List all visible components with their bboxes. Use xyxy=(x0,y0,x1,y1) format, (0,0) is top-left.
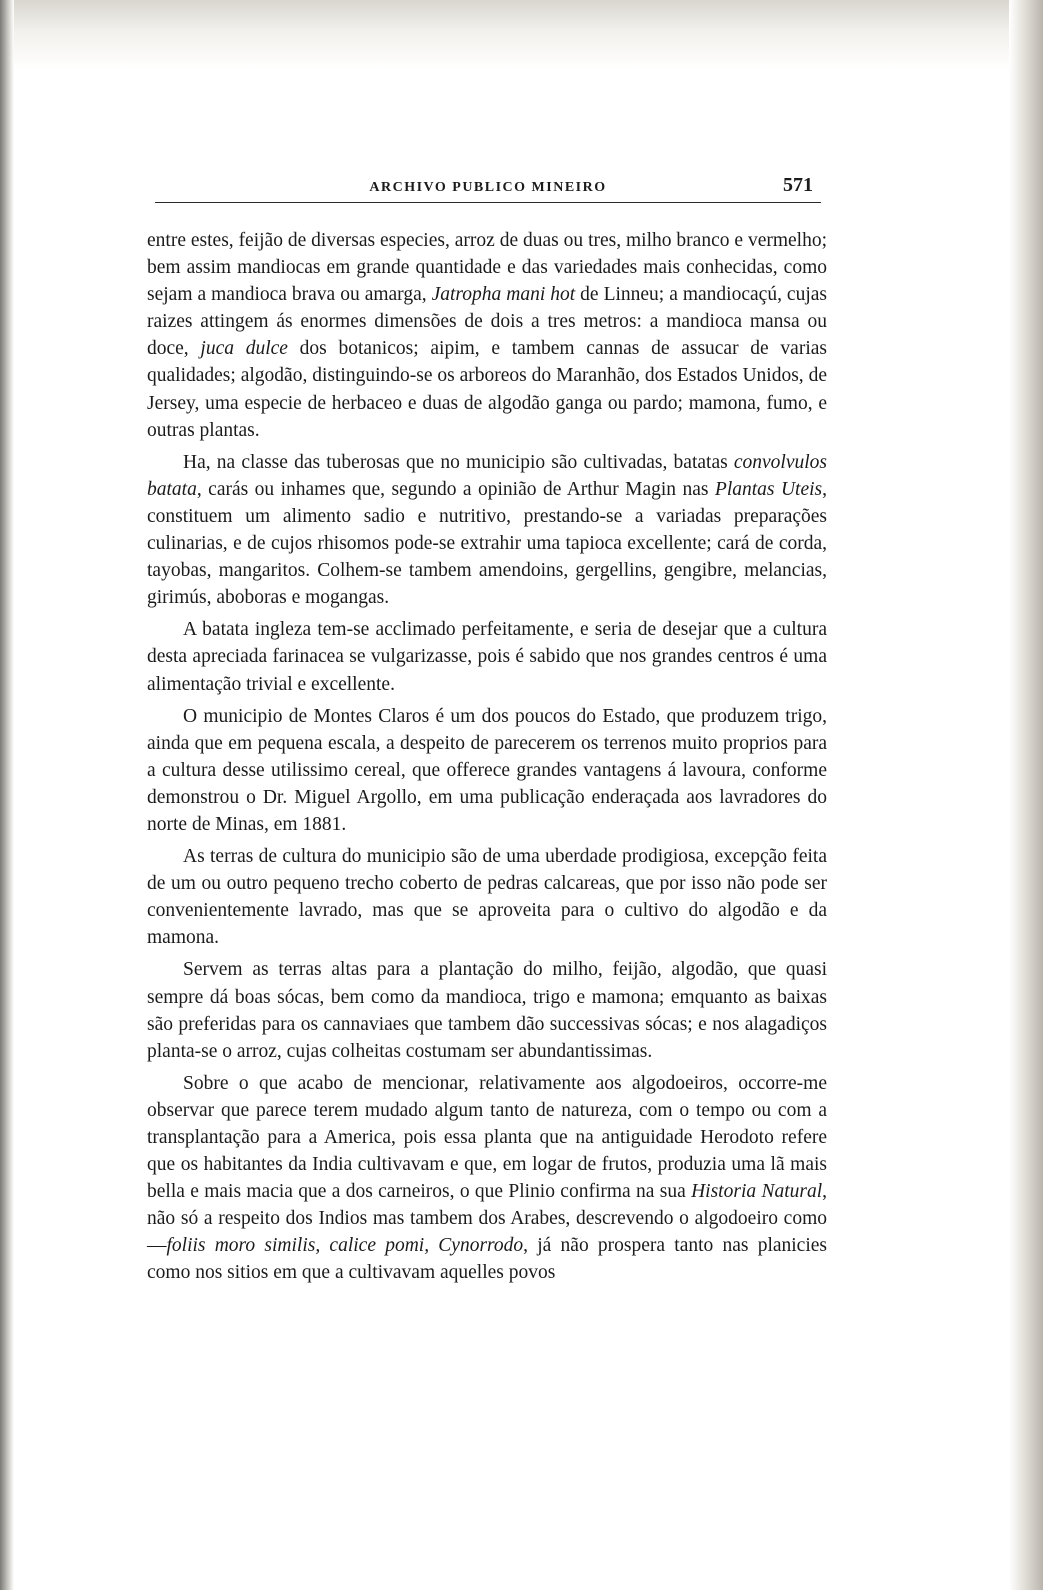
paragraph xyxy=(147,956,827,1064)
paragraph xyxy=(147,616,827,697)
text-run: , constituem um alimento sadio e nutritivo, prestando-se a variadas preparações culinarias, e de cujos rhisomos pode-se extrahir uma tapioca excellente; cará de corda, tayobas, mangaritos. Colhem-se tambem amendoins, gergellins, gengibre, melancias, girimús, aboboras e mogangas. xyxy=(147,478,827,609)
book-page xyxy=(147,172,827,1287)
text-run: A batata ingleza tem-se acclimado perfeitamente, e seria de desejar que a cultura desta apreciada farinacea se vulgarizasse, pois é sabido que nos grandes centros é uma alimentação trivial e excellente. xyxy=(147,619,827,695)
italic-term: Historia Natural xyxy=(691,1181,823,1203)
header-title: ARCHIVO PUBLICO MINEIRO xyxy=(369,180,607,195)
text-run: , não só a respeito dos Indios mas tambem dos Arabes, descrevendo o algodoeiro como— xyxy=(147,1181,827,1257)
text-run: As terras de cultura do municipio são de uma uberdade prodigiosa, excepção feita de um ou outro pequeno trecho coberto de pedras calcareas, que por isso não pode ser convenientemente lavrado, mas que se aproveita para o cultivo do algodão e da mamona. xyxy=(147,846,827,949)
paragraph xyxy=(147,703,827,838)
scan-right-edge xyxy=(1009,0,1043,1590)
page-number: 571 xyxy=(783,174,813,196)
paragraph xyxy=(147,227,827,444)
text-run: dos botanicos; aipim, e tambem cannas de assucar de varias qualidades; algodão, distinguindo-se os arboreos do Maranhão, dos Estados Unidos, de Jersey, uma especie de herbaceo e duas de algodão ganga ou pardo; mamona, fumo, e outras plantas. xyxy=(147,338,827,441)
text-run: , já não prospera tanto nas planicies como nos sitios em que a cultivavam aquelles povos xyxy=(147,1235,827,1284)
running-header xyxy=(155,172,821,203)
italic-term: juca dulce xyxy=(200,338,288,360)
italic-term: Plantas Uteis xyxy=(714,478,823,500)
italic-term: foliis moro similis, calice pomi, Cynorrodo xyxy=(166,1235,524,1257)
text-run: Ha, na classe das tuberosas que no municipio são cultivadas, batatas xyxy=(183,451,734,473)
paragraph xyxy=(147,843,827,951)
italic-term: convolvulos batata xyxy=(147,451,827,500)
text-run: O municipio de Montes Claros é um dos poucos do Estado, que produzem trigo, ainda que em pequena escala, a despeito de parecerem os terrenos muito proprios para a cultura desse utilissimo cereal, que offerece grandes vantagens á lavoura, conforme demonstrou o Dr. Miguel Argollo, em uma publicação enderaçada aos lavradores do norte de Minas, em 1881. xyxy=(147,705,827,835)
paragraph xyxy=(147,449,827,612)
text-run: entre estes, feijão de diversas especies, arroz de duas ou tres, milho branco e vermelho; bem assim mandiocas em grande quantidade e das variedades mais conhecidas, como sejam a mandioca brava ou amarga, xyxy=(147,230,827,306)
text-run: , carás ou inhames que, segundo a opinião de Arthur Magin nas xyxy=(196,478,715,500)
scan-left-edge xyxy=(0,0,14,1590)
italic-term: Jatropha mani hot xyxy=(431,284,576,306)
text-run: de Linneu; a mandiocaçú, cujas raizes attingem ás enormes dimensões de dois a tres metros: a mandioca mansa ou doce, xyxy=(147,284,827,360)
paragraph xyxy=(147,1070,827,1287)
text-run: Sobre o que acabo de mencionar, relativamente aos algodoeiros, occorre-me observar que parece terem mudado algum tanto de natureza, com o tempo ou com a transplantação para a America, pois essa planta que na antiguidade Herodoto refere que os habitantes da India cultivavam e que, em logar de frutos, produzia uma lã mais bella e mais macia que a dos carneiros, o que Plinio confirma na sua xyxy=(147,1072,827,1203)
body-text xyxy=(147,227,827,1287)
text-run: Servem as terras altas para a plantação do milho, feijão, algodão, que quasi sempre dá boas sócas, bem como da mandioca, trigo e mamona; emquanto as baixas são preferidas para os cannaviaes que tambem dão successivas sócas; e nos alagadiços planta-se o arroz, cujas colheitas costumam ser abundantissimas. xyxy=(147,959,827,1062)
